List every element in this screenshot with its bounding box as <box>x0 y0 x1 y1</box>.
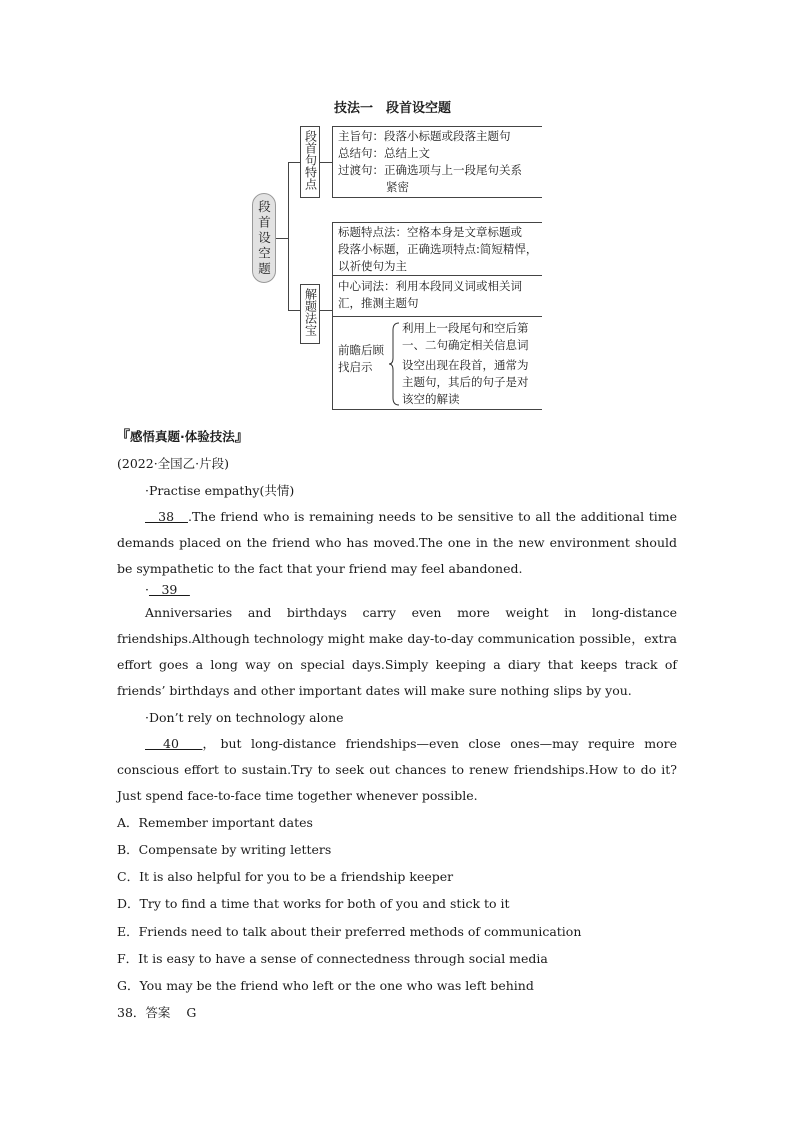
paragraph-anniversaries: Anniversaries and birthdays carry even more weight in long-distance friendships.Although technology might make day-to-day communication possible，extra effort goes a long way on special days.Simply keeping a diary that keeps track of friends’ birthdays and other important dates will make sure nothing slips by you. <box>117 605 677 698</box>
section-heading: 『感悟真题·体验技法』 <box>116 429 249 445</box>
connector <box>288 162 300 163</box>
connector <box>320 310 332 311</box>
blank-39: 39 <box>148 582 190 597</box>
option-b: B．Compensate by writing letters <box>117 842 332 857</box>
option-g: G．You may be the friend who left or the one who was left behind <box>117 978 534 993</box>
connector <box>288 162 289 310</box>
bracket-line <box>332 409 542 410</box>
method-look-around-label: 前瞻后顾 找启示 <box>338 343 384 374</box>
option-f: F．It is easy to have a sense of connectedness through social media <box>117 951 548 966</box>
bracket-line <box>332 275 542 276</box>
option-e: E．Friends need to talk about their preferred methods of communication <box>117 924 582 939</box>
connector <box>288 310 300 311</box>
method-look-around-sub2: 设空出现在段首，通常为 主题句，其后的句子是对 该空的解读 <box>402 358 529 406</box>
blank-40: 40 <box>145 736 203 751</box>
answer-value: G <box>186 1005 197 1020</box>
branch-label-features: 段首句特点 <box>300 126 320 198</box>
subheading-39: · 39 <box>145 582 190 597</box>
option-a: A．Remember important dates <box>117 815 313 830</box>
method-keyword: 中心词法：利用本段同义词或相关词 汇，推测主题句 <box>338 279 522 310</box>
method-look-around-sub1: 利用上一段尾句和空后第 一、二句确定相关信息词 <box>402 321 529 352</box>
bracket-line <box>332 316 542 317</box>
bracket-line <box>332 126 333 198</box>
paragraph-38: 38 .The friend who is remaining needs to be sensitive to all the additional time demands placed on the friend who has moved.The one in the new environment should be sympathetic to the fact that your friend may feel abandoned. <box>117 509 678 576</box>
root-node-label: 段首设空题 <box>256 200 272 278</box>
bracket-line <box>332 126 542 127</box>
connector <box>276 238 288 239</box>
subheading-technology: ·Don’t rely on technology alone <box>145 710 344 725</box>
option-c: C．It is also helpful for you to be a friendship keeper <box>117 869 454 884</box>
branch-label-methods: 解题法宝 <box>300 284 320 344</box>
bracket-line <box>332 197 542 198</box>
paragraph-40: 40 ，but long-distance friendships—even close ones—may require more conscious effort to sustain.Try to seek out chances to renew friendships.How to do it? Just spend face-to-face time together whenever possible. <box>117 736 678 803</box>
option-d: D．Try to find a time that works for both of you and stick to it <box>117 896 510 911</box>
curly-brace <box>388 322 400 406</box>
connector <box>320 162 332 163</box>
blank-38: 38 <box>145 509 188 524</box>
source-note: (2022·全国乙·片段) <box>117 456 230 471</box>
root-node <box>252 193 276 283</box>
bracket-line <box>332 222 542 223</box>
feature-list: 主旨句：段落小标题或段落主题句 总结句：总结上文 过渡句：正确选项与上一段尾句关系 紧密 <box>338 129 522 194</box>
answer-38: 38．答案 G <box>117 1005 197 1020</box>
method-title-feature: 标题特点法：空格本身是文章标题或 段落小标题，正确选项特点:简短精悍， 以祈使句为主 <box>338 225 538 273</box>
diagram-title: 技法一 段首设空题 <box>334 101 452 116</box>
subheading-empathy: ·Practise empathy(共情) <box>145 483 295 498</box>
